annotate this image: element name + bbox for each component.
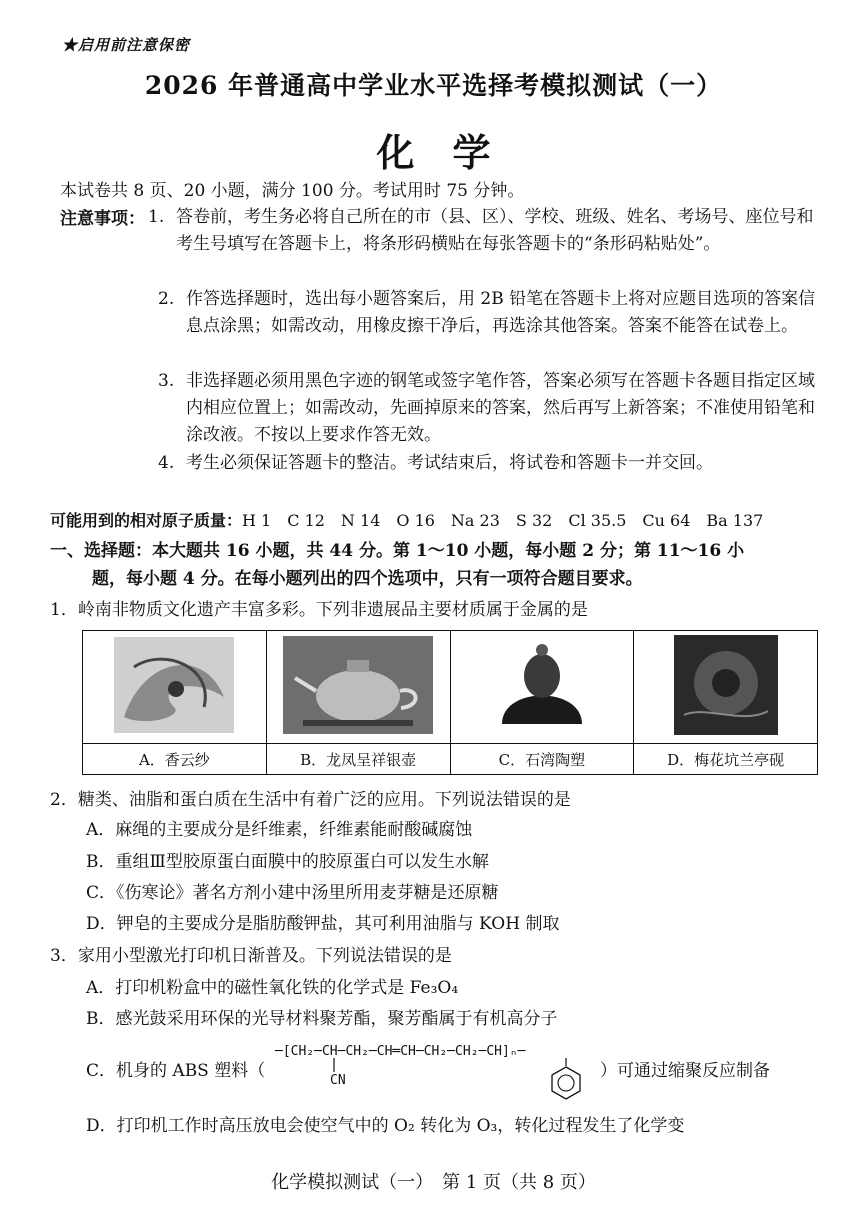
ceramic-sculpture-image <box>487 636 597 734</box>
q1-stem: 1．岭南非物质文化遗产丰富多彩。下列非遗展品主要材质属于金属的是 <box>50 600 588 620</box>
note-3: 3. 非选择题必须用黑色字迹的钢笔或签字笔作答，答案必须写在答题卡各题目指定区域内相应位置上；如需改动，先画掉原来的答案，然后再写上新答案；不准使用铅笔和涂改液。不按以上要求作答无效。 <box>158 371 815 445</box>
notes-label: 注意事项： <box>60 209 145 229</box>
q2-stem: 2．糖类、油脂和蛋白质在生活中有着广泛的应用。下列说法错误的是 <box>50 790 571 810</box>
q1-image-a <box>83 631 267 744</box>
section-1-instructions: 一、选择题：本大题共 16 小题，共 44 分。第 1～10 小题，每小题 2 分；第 11～16 小 题，每小题 4 分。在每小题列出的四个选项中，只有一项符合题目要求。 <box>50 541 745 589</box>
q1-caption-a: A．香云纱 <box>83 744 267 775</box>
q1-image-c <box>450 631 634 744</box>
q2-option-c: C．《伤寒论》著名方剂小建中汤里所用麦芽糖是还原糖 <box>86 883 499 903</box>
q1-caption-c: C．石湾陶塑 <box>450 744 634 775</box>
q3-option-c-suffix: ）可通过缩聚反应制备 <box>600 1061 770 1081</box>
q3-option-d: D．打印机工作时高压放电会使空气中的 O₂ 转化为 O₃，转化过程发生了化学变 <box>86 1116 685 1136</box>
silk-fabric-image <box>114 637 234 733</box>
q3-option-b: B．感光鼓采用环保的光导材料聚芳酯，聚芳酯属于有机高分子 <box>86 1009 558 1029</box>
q1-image-b <box>266 631 450 744</box>
q1-caption-b: B．龙凤呈祥银壶 <box>266 744 450 775</box>
q3-stem: 3．家用小型激光打印机日渐普及。下列说法错误的是 <box>50 946 452 966</box>
inkstone-image <box>674 635 778 735</box>
q3-option-a: A．打印机粉盒中的磁性氧化铁的化学式是 Fe₃O₄ <box>86 978 459 998</box>
atomic-mass-label: 可能用到的相对原子质量： <box>50 511 243 530</box>
page-footer: 化学模拟测试（一） 第 1 页（共 8 页） <box>271 1172 596 1193</box>
cn-bond-line <box>330 1058 340 1074</box>
benzene-ring-icon <box>548 1058 584 1102</box>
note-1: 1. 答卷前，考生务必将自己所在的市（县、区）、学校、班级、姓名、考场号、座位号和考生号填写在答题卡上，将条形码横贴在每张答题卡的“条形码粘贴处”。 <box>148 207 814 254</box>
exam-intro: 本试卷共 8 页、20 小题，满分 100 分。考试用时 75 分钟。 <box>60 181 525 201</box>
subject-title: 化学 <box>376 130 529 175</box>
abs-structural-formula: ─[CH₂─CH─CH₂─CH═CH─CH₂─CH₂─CH]ₙ─ <box>275 1044 526 1059</box>
atomic-mass-line <box>50 508 763 531</box>
q2-option-a: A．麻绳的主要成分是纤维素，纤维素能耐酸碱腐蚀 <box>86 820 473 840</box>
q1-image-d <box>634 631 818 744</box>
q1-image-table <box>82 630 818 775</box>
q2-option-b: B．重组Ⅲ型胶原蛋白面膜中的胶原蛋白可以发生水解 <box>86 852 489 872</box>
exam-title: 2026 年普通高中学业水平选择考模拟测试（一） <box>144 71 723 100</box>
note-4: 4. 考生必须保证答题卡的整洁。考试结束后，将试卷和答题卡一并交回。 <box>158 453 713 473</box>
q3-option-c-prefix: C．机身的 ABS 塑料（ <box>86 1061 266 1081</box>
q1-caption-d: D．梅花坑兰亭砚 <box>634 744 818 775</box>
cn-substituent: CN <box>330 1073 346 1088</box>
confidential-label: ★启用前注意保密 <box>62 36 191 54</box>
note-2: 2. 作答选择题时，选出每小题答案后，用 2B 铅笔在答题卡上将对应题目选项的答案信息点涂黑；如需改动，用橡皮擦干净后，再选涂其他答案。答案不能答在试卷上。 <box>158 289 816 336</box>
atomic-mass-values: H 1 C 12 N 14 O 16 Na 23 S 32 Cl 35.5 Cu 64 Ba 137 <box>242 511 764 530</box>
q2-option-d: D．钾皂的主要成分是脂肪酸钾盐，其可利用油脂与 KOH 制取 <box>86 914 560 934</box>
silver-pot-image <box>283 636 433 734</box>
